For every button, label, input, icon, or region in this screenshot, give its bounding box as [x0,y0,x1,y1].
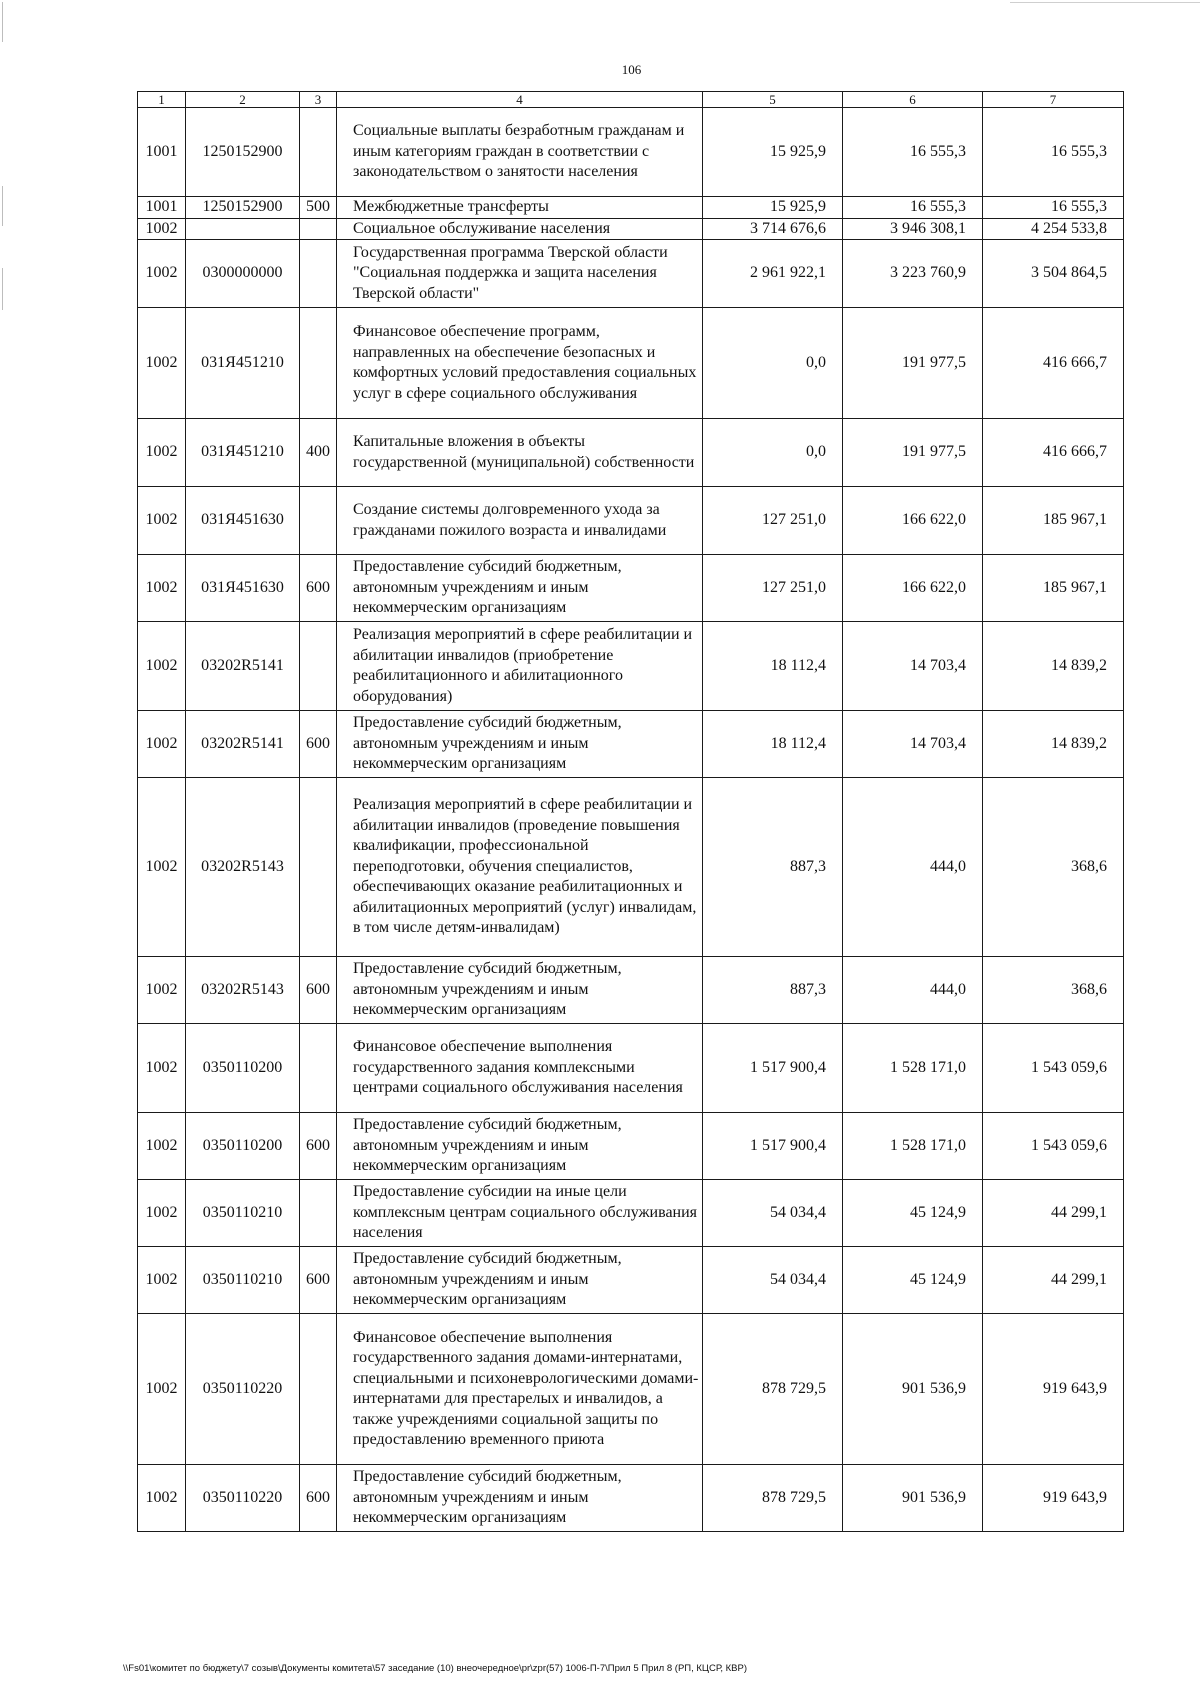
scan-edge-line [1010,2,1200,3]
section-code-cell: 1002 [138,240,186,308]
item-name-cell: Создание системы долговременного ухода за гражданами пожилого возраста и инвалидами [337,487,703,555]
scan-edge-mark [2,186,3,226]
amount-col5-cell: 2 961 922,1 [703,240,843,308]
item-name-cell: Предоставление субсидий бюджетным, автономным учреждениям и иным некоммерческим организациям [337,1465,703,1532]
amount-col6-cell: 14 703,4 [843,711,983,778]
item-name-cell: Социальное обслуживание населения [337,218,703,240]
expense-type-cell: 600 [300,1113,337,1180]
file-path-footer: \\Fs01\комитет по бюджету\7 созыв\Документы комитета\57 заседание (10) внеочередное\pr\zpr(57) 1006-П-7\Прил 5 Прил 8 (РП, КЦСР, КВР) [123,1663,748,1674]
amount-col6-cell: 444,0 [843,778,983,957]
amount-col7-cell: 16 555,3 [983,197,1124,219]
target-code-cell: 0350110210 [186,1180,300,1247]
amount-col6-cell: 1 528 171,0 [843,1024,983,1113]
header-cell: 4 [337,92,703,108]
section-code-cell: 1002 [138,218,186,240]
section-code-cell: 1002 [138,1465,186,1532]
table-row [138,487,1124,555]
expense-type-cell: 600 [300,711,337,778]
amount-col5-cell: 127 251,0 [703,487,843,555]
section-code-cell: 1001 [138,197,186,219]
amount-col6-cell: 901 536,9 [843,1314,983,1465]
amount-col5-cell: 878 729,5 [703,1314,843,1465]
section-code-cell: 1002 [138,711,186,778]
amount-col6-cell: 166 622,0 [843,555,983,622]
table-row [138,622,1124,711]
table-row [138,1024,1124,1113]
scan-edge-mark [2,2,3,42]
section-code-cell: 1002 [138,1113,186,1180]
amount-col5-cell: 878 729,5 [703,1465,843,1532]
expense-type-cell [300,308,337,419]
scan-edge-mark [2,268,3,310]
target-code-cell [186,218,300,240]
amount-col5-cell: 18 112,4 [703,622,843,711]
amount-col5-cell: 0,0 [703,419,843,487]
target-code-cell: 031Я451630 [186,487,300,555]
expense-type-cell: 600 [300,1465,337,1532]
amount-col7-cell: 14 839,2 [983,622,1124,711]
table-row [138,1113,1124,1180]
amount-col7-cell: 14 839,2 [983,711,1124,778]
page-number: 106 [621,62,642,77]
table-row [138,1465,1124,1532]
item-name-cell: Финансовое обеспечение выполнения государственного задания комплексными центрами социального обслуживания населения [337,1024,703,1113]
target-code-cell: 03202R5141 [186,622,300,711]
amount-col6-cell: 1 528 171,0 [843,1113,983,1180]
target-code-cell: 03202R5143 [186,957,300,1024]
item-name-cell: Реализация мероприятий в сфере реабилитации и абилитации инвалидов (проведение повышения квалификации, профессиональной переподготовки, обучения специалистов, обеспечивающих оказание реабилитационных и абилитационных мероприятий (услуг) инвалидам, в том числе детям-инвалидам) [337,778,703,957]
amount-col7-cell: 44 299,1 [983,1247,1124,1314]
section-code-cell: 1002 [138,487,186,555]
amount-col6-cell: 16 555,3 [843,108,983,197]
table-row [138,108,1124,197]
amount-col7-cell: 1 543 059,6 [983,1113,1124,1180]
expense-type-cell: 600 [300,957,337,1024]
expense-type-cell [300,1314,337,1465]
table-row [138,197,1124,219]
section-code-cell: 1002 [138,419,186,487]
item-name-cell: Предоставление субсидии на иные цели комплексным центрам социального обслуживания населения [337,1180,703,1247]
section-code-cell: 1002 [138,555,186,622]
item-name-cell: Финансовое обеспечение выполнения государственного задания домами-интернатами, специальными и психоневрологическими домами-интернатами для престарелых и инвалидов, а также учреждениями социальной защиты по предоставлению временного приюта [337,1314,703,1465]
expense-type-cell: 600 [300,1247,337,1314]
table-row [138,778,1124,957]
amount-col6-cell: 3 946 308,1 [843,218,983,240]
amount-col6-cell: 191 977,5 [843,419,983,487]
amount-col7-cell: 3 504 864,5 [983,240,1124,308]
table-row [138,957,1124,1024]
section-code-cell: 1002 [138,957,186,1024]
item-name-cell: Предоставление субсидий бюджетным, автономным учреждениям и иным некоммерческим организациям [337,957,703,1024]
table-row [138,419,1124,487]
header-cell: 7 [983,92,1124,108]
table-row [138,1247,1124,1314]
target-code-cell: 1250152900 [186,197,300,219]
table-row [138,240,1124,308]
amount-col5-cell: 54 034,4 [703,1180,843,1247]
amount-col5-cell: 887,3 [703,957,843,1024]
amount-col7-cell: 44 299,1 [983,1180,1124,1247]
budget-table [137,91,1124,1532]
expense-type-cell [300,108,337,197]
section-code-cell: 1002 [138,778,186,957]
table-row [138,218,1124,240]
expense-type-cell [300,1180,337,1247]
amount-col6-cell: 191 977,5 [843,308,983,419]
header-cell: 3 [300,92,337,108]
section-code-cell: 1002 [138,1247,186,1314]
expense-type-cell: 600 [300,555,337,622]
target-code-cell: 1250152900 [186,108,300,197]
amount-col6-cell: 14 703,4 [843,622,983,711]
section-code-cell: 1002 [138,308,186,419]
amount-col7-cell: 185 967,1 [983,487,1124,555]
amount-col5-cell: 887,3 [703,778,843,957]
expense-type-cell: 400 [300,419,337,487]
table-row [138,1314,1124,1465]
target-code-cell: 031Я451630 [186,555,300,622]
target-code-cell: 0350110200 [186,1113,300,1180]
amount-col5-cell: 1 517 900,4 [703,1113,843,1180]
section-code-cell: 1002 [138,1314,186,1465]
table-row [138,308,1124,419]
target-code-cell: 03202R5141 [186,711,300,778]
table-row [138,555,1124,622]
expense-type-cell [300,1024,337,1113]
target-code-cell: 031Я451210 [186,308,300,419]
amount-col7-cell: 1 543 059,6 [983,1024,1124,1113]
amount-col6-cell: 166 622,0 [843,487,983,555]
amount-col7-cell: 368,6 [983,957,1124,1024]
item-name-cell: Финансовое обеспечение программ, направленных на обеспечение безопасных и комфортных условий предоставления социальных услуг в сфере социального обслуживания [337,308,703,419]
section-code-cell: 1002 [138,1180,186,1247]
table-row [138,711,1124,778]
amount-col6-cell: 444,0 [843,957,983,1024]
target-code-cell: 0300000000 [186,240,300,308]
amount-col7-cell: 4 254 533,8 [983,218,1124,240]
header-cell: 6 [843,92,983,108]
section-code-cell: 1001 [138,108,186,197]
target-code-cell: 0350110210 [186,1247,300,1314]
amount-col7-cell: 185 967,1 [983,555,1124,622]
item-name-cell: Реализация мероприятий в сфере реабилитации и абилитации инвалидов (приобретение реабилитационного и абилитационного оборудования) [337,622,703,711]
amount-col6-cell: 3 223 760,9 [843,240,983,308]
amount-col6-cell: 901 536,9 [843,1465,983,1532]
expense-type-cell: 500 [300,197,337,219]
amount-col6-cell: 45 124,9 [843,1180,983,1247]
expense-type-cell [300,240,337,308]
amount-col5-cell: 3 714 676,6 [703,218,843,240]
amount-col7-cell: 16 555,3 [983,108,1124,197]
amount-col7-cell: 416 666,7 [983,308,1124,419]
target-code-cell: 03202R5143 [186,778,300,957]
amount-col5-cell: 18 112,4 [703,711,843,778]
item-name-cell: Межбюджетные трансферты [337,197,703,219]
section-code-cell: 1002 [138,622,186,711]
item-name-cell: Капитальные вложения в объекты государственной (муниципальной) собственности [337,419,703,487]
header-cell: 5 [703,92,843,108]
expense-type-cell [300,778,337,957]
header-cell: 2 [186,92,300,108]
expense-type-cell [300,487,337,555]
expense-type-cell [300,622,337,711]
amount-col5-cell: 1 517 900,4 [703,1024,843,1113]
target-code-cell: 031Я451210 [186,419,300,487]
item-name-cell: Предоставление субсидий бюджетным, автономным учреждениям и иным некоммерческим организациям [337,1113,703,1180]
header-cell: 1 [138,92,186,108]
item-name-cell: Предоставление субсидий бюджетным, автономным учреждениям и иным некоммерческим организациям [337,1247,703,1314]
amount-col5-cell: 15 925,9 [703,108,843,197]
amount-col6-cell: 16 555,3 [843,197,983,219]
amount-col5-cell: 0,0 [703,308,843,419]
item-name-cell: Предоставление субсидий бюджетным, автономным учреждениям и иным некоммерческим организациям [337,555,703,622]
table-header-row [138,92,1124,108]
amount-col7-cell: 416 666,7 [983,419,1124,487]
amount-col6-cell: 45 124,9 [843,1247,983,1314]
amount-col7-cell: 919 643,9 [983,1314,1124,1465]
item-name-cell: Социальные выплаты безработным гражданам и иным категориям граждан в соответствии с законодательством о занятости населения [337,108,703,197]
target-code-cell: 0350110220 [186,1314,300,1465]
expense-type-cell [300,218,337,240]
amount-col5-cell: 127 251,0 [703,555,843,622]
section-code-cell: 1002 [138,1024,186,1113]
target-code-cell: 0350110200 [186,1024,300,1113]
amount-col5-cell: 15 925,9 [703,197,843,219]
item-name-cell: Государственная программа Тверской области "Социальная поддержка и защита населения Тверской области" [337,240,703,308]
amount-col7-cell: 919 643,9 [983,1465,1124,1532]
item-name-cell: Предоставление субсидий бюджетным, автономным учреждениям и иным некоммерческим организациям [337,711,703,778]
amount-col5-cell: 54 034,4 [703,1247,843,1314]
amount-col7-cell: 368,6 [983,778,1124,957]
table-row [138,1180,1124,1247]
target-code-cell: 0350110220 [186,1465,300,1532]
